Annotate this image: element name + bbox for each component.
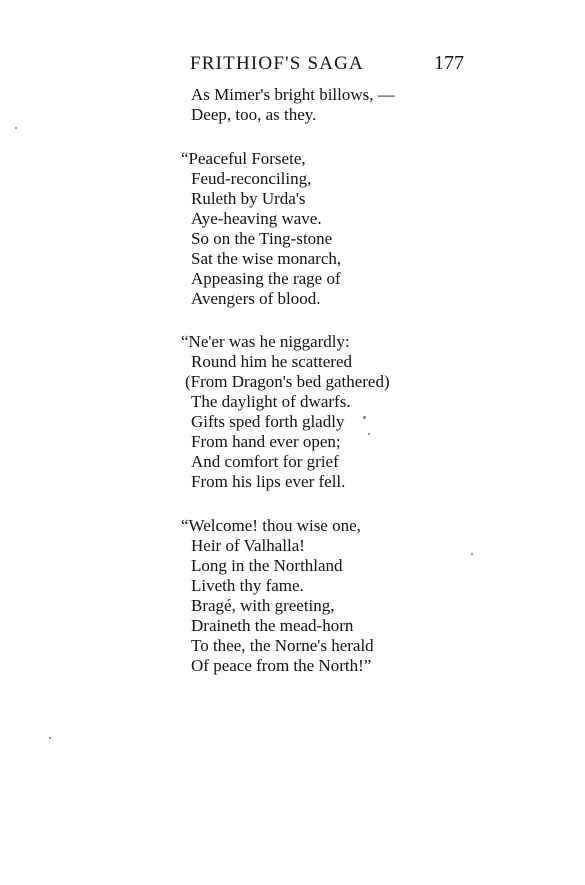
poem-line: From his lips ever fell. [191,472,346,491]
page-number: 177 [434,52,464,74]
scan-speck [368,433,370,435]
poem-line: Ruleth by Urda's [191,189,306,208]
poem-line: “Welcome! thou wise one, [181,516,361,535]
poem-line: Liveth thy fame. [191,576,304,595]
poem-line: Long in the Northland [191,556,343,575]
scan-speck [363,416,366,419]
poem-line: Aye-heaving wave. [191,209,322,228]
poem-line: Draineth the mead-horn [191,616,354,635]
poem-line: (From Dragon's bed gathered) [185,372,390,391]
poem-line: “Ne'er was he niggardly: [181,332,350,351]
poem-line: Appeasing the rage of [191,269,341,288]
poem-line: Sat the wise monarch, [191,249,342,268]
poem-line: “Peaceful Forsete, [181,149,306,168]
poem-line: Bragé, with greeting, [191,596,335,615]
poem-line: Avengers of blood. [191,289,321,308]
poem-line: Heir of Valhalla! [191,536,305,555]
poem-line: Of peace from the North!” [191,656,372,675]
poem-line: Deep, too, as they. [191,105,317,124]
poem-line: As Mimer's bright billows, — [191,85,395,104]
poem-line: Gifts sped forth gladly [191,412,345,431]
poem-line: Round him he scattered [191,352,352,371]
poem-line: The daylight of dwarfs. [191,392,351,411]
scan-speck [15,127,17,129]
scan-speck [49,737,51,739]
scan-speck [471,553,473,555]
poem-line: To thee, the Norne's herald [191,636,374,655]
poem-line: So on the Ting-stone [191,229,333,248]
poem-line: From hand ever open; [191,432,341,451]
poem-line: Feud-reconciling, [191,169,312,188]
poem-line: And comfort for grief [191,452,339,471]
running-head: FRITHIOF'S SAGA [190,53,364,74]
